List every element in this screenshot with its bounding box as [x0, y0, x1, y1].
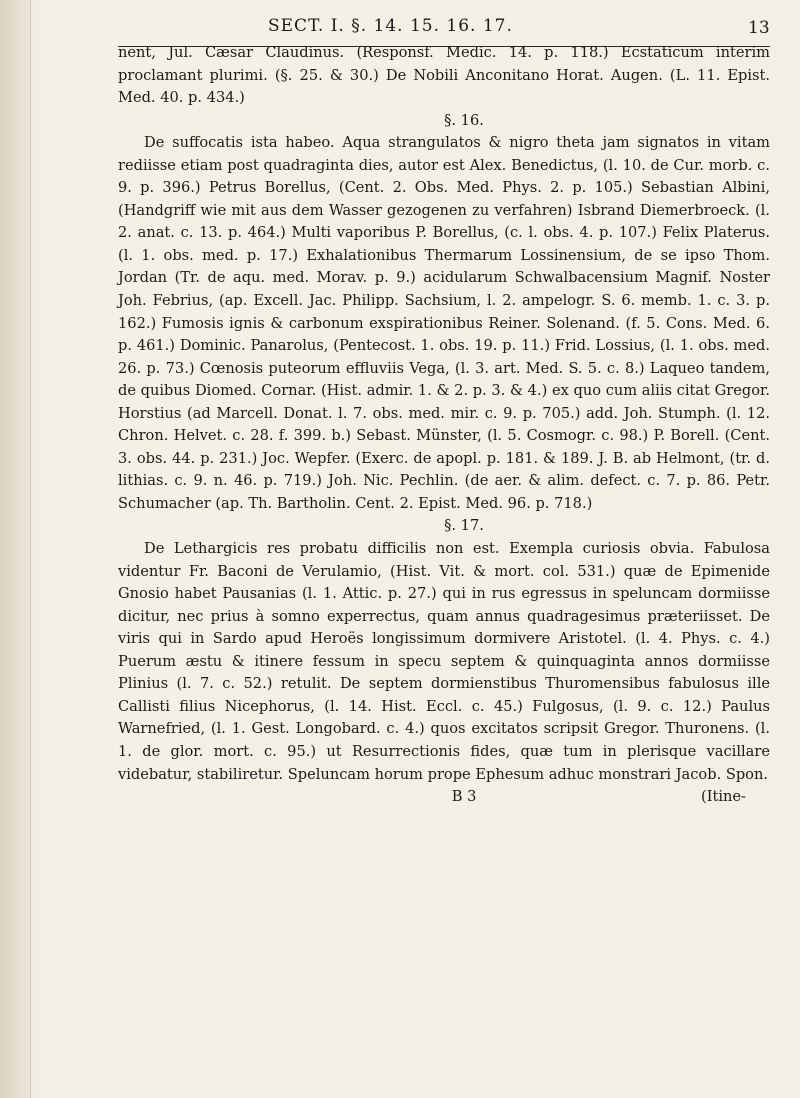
- page-number: 13: [748, 18, 770, 38]
- section-heading-17: §. 17.: [444, 517, 484, 535]
- signature-mark: B 3: [451, 788, 477, 806]
- paragraph-section-17: De Lethargicis res probatu difficilis non est. Exempla curiosis obvia. Fabulosa videntur Fr. Baconi de Verulamio, (Hist. Vit. & mort. col. 531.) quæ de Epimenide Gnosio habet Pausanias (l. 1. Attic. p. 27.) qui in rus egressus in speluncam dormiisse dicitur, nec prius à somno experrectus, quam annus quadragesimus præteriisset. De viris qui in Sardo apud Heroës longissimum dormivere Aristotel. (l. 4. Phys. c. 4.) Puerum æstu & itinere fessum in specu septem & quinquaginta annos dormiisse Plinius (l. 7. c. 52.) retulit. De septem dormienstibus Thuromensibus fabulosus ille Callisti filius Nicephorus, (l. 14. Hist. Eccl. c. 45.) Fulgosus, (l. 9. c. 12.) Paulus Warnefried, (l. 1. Gest. Longobard. c. 4.) quos excitatos scripsit Gregor. Thuronens. (l. 1. de glor. mort. c. 95.) ut Resurrectionis fides, quæ tum in plerisque vacillare videbatur, stabiliretur. Speluncam horum prope Ephesum adhuc monstrari Jacob. Spon.: [118, 540, 770, 783]
- page-gutter: [0, 0, 31, 1098]
- section-heading-16: §. 16.: [444, 111, 484, 129]
- catchword: (Itine-: [701, 788, 746, 806]
- page-footer: [118, 786, 770, 809]
- page-header: [0, 12, 800, 40]
- paragraph-continuation: nent, Jul. Cæsar Claudinus. (Responsf. Medic. 14. p. 118.) Ecstaticum interim proclamant plurimi. (§. 25. & 30.) De Nobili Anconitano Horat. Augen. (L. 11. Epist. Med. 40. p. 434.): [118, 44, 770, 107]
- paragraph-section-16: De suffocatis ista habeo. Aqua strangulatos & nigro theta jam signatos in vitam rediisse etiam post quadraginta dies, autor est Alex. Benedictus, (l. 10. de Cur. morb. c. 9. p. 396.) Petrus Borellus, (Cent. 2. Obs. Med. Phys. 2. p. 105.) Sebastian Albini, (Handgriff wie mit aus dem Wasser gezogenen zu verfahren) Isbrand Diemerbroeck. (l. 2. anat. c. 13. p. 464.) Multi vaporibus P. Borellus, (c. l. obs. 4. p. 107.) Felix Platerus. (l. 1. obs. med. p. 17.) Exhalationibus Thermarum Lossinensium, de se ipso Thom. Jordan (Tr. de aqu. med. Morav. p. 9.) acidularum Schwalbacensium Magnif. Noster Joh. Febrius, (ap. Excell. Jac. Philipp. Sachsium, l. 2. ampelogr. S. 6. memb. 1. c. 3. p. 162.) Fumosis ignis & carbonum exspirationibus Reiner. Solenand. (f. 5. Cons. Med. 6. p. 461.) Dominic. Panarolus, (Pentecost. 1. obs. 19. p. 11.) Frid. Lossius, (l. 1. obs. med. 26. p. 73.) Cœnosis puteorum effluviis Vega, (l. 3. art. Med. S. 5. c. 8.) Laqueo tandem, de quibus Diomed. Cornar. (Hist. admir. 1. & 2. p. 3. & 4.) ex quo cum aliis citat Gregor. Horstius (ad Marcell. Donat. l. 7. obs. med. mir. c. 9. p. 705.) add. Joh. Stumph. (l. 12. Chron. Helvet. c. 28. f. 399. b.) Sebast. Münster, (l. 5. Cosmogr. c. 98.) P. Borell. (Cent. 3. obs. 44. p. 231.) Joc. Wepfer. (Exerc. de apopl. p. 181. & 189. J. B. ab Helmont, (tr. d. lithias. c. 9. n. 46. p. 719.) Joh. Nic. Pechlin. (de aer. & alim. defect. c. 7. p. 86. Petr. Schumacher (ap. Th. Bartholin. Cent. 2. Epist. Med. 96. p. 718.): [118, 134, 770, 512]
- body-text: [118, 42, 770, 809]
- running-title: SECT. I. §. 14. 15. 16. 17.: [268, 16, 513, 36]
